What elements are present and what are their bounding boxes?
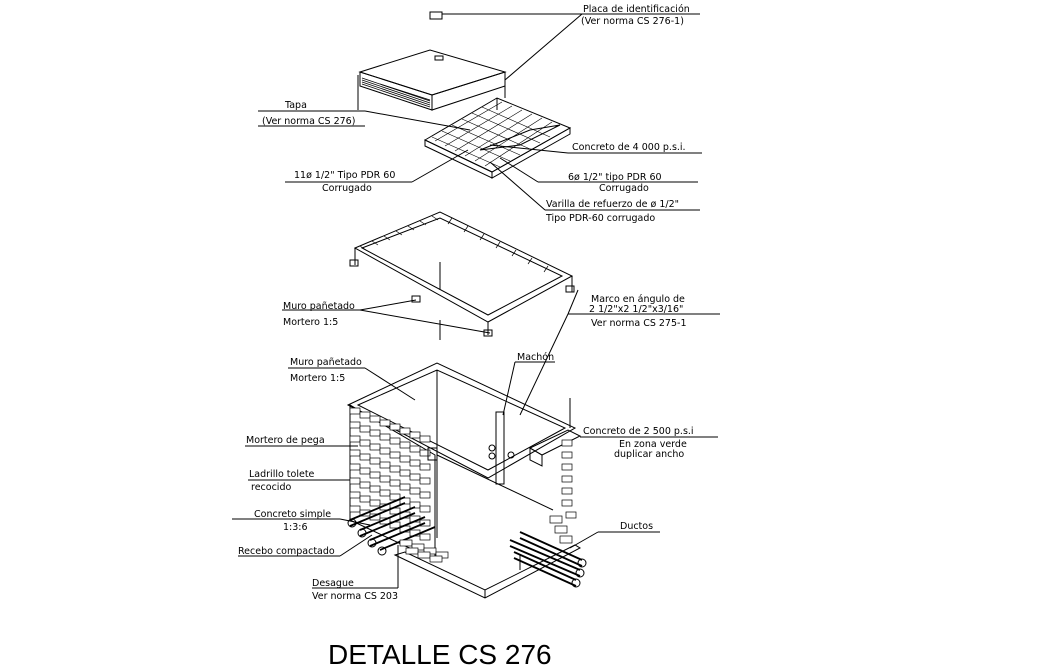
label-concreto-simple-mix: 1:3:6 — [283, 522, 308, 533]
label-muro-pañetado-1: Muro pañetado — [283, 301, 355, 312]
label-ladrillo: Ladrillo tolete — [249, 469, 315, 480]
drain-bricks — [400, 540, 448, 562]
manhole-box — [348, 363, 586, 598]
label-concreto-2500: Concreto de 2 500 p.s.i — [583, 426, 694, 437]
label-recebo: Recebo compactado — [238, 546, 335, 557]
lid-tapa — [358, 50, 505, 110]
label-mortero-1: Mortero 1:5 — [283, 317, 339, 328]
label-varilla-tipo: Tipo PDR-60 corrugado — [546, 213, 656, 224]
label-concreto-simple: Concreto simple — [254, 509, 332, 520]
label-tapa: Tapa — [285, 100, 307, 111]
label-varilla: Varilla de refuerzo de ø 1/2" — [546, 199, 680, 210]
label-desague-norm: Ver norma CS 203 — [312, 591, 399, 602]
drawing-title: DETALLE CS 276 — [328, 639, 552, 670]
angle-frame-marco — [350, 212, 574, 340]
label-marco: Marco en ángulo de — [591, 294, 685, 305]
label-ladrillo-tipo: recocido — [251, 482, 292, 493]
brick-wall-right — [550, 440, 576, 543]
label-tapa-norm: (Ver norma CS 276) — [262, 116, 356, 127]
label-marco-norm: Ver norma CS 275-1 — [591, 318, 687, 329]
label-desague: Desague — [312, 578, 354, 589]
label-placa-norm: (Ver norma CS 276-1) — [581, 16, 684, 27]
label-ductos: Ductos — [620, 521, 654, 532]
label-marco-dimension: 2 1/2"x2 1/2"x3/16" — [589, 304, 684, 315]
label-tubo-6: 6ø 1/2" tipo PDR 60 — [568, 172, 662, 183]
label-duplicar-ancho: duplicar ancho — [614, 449, 685, 460]
label-tubo-11-tipo: Corrugado — [322, 183, 372, 194]
label-tubo-6-tipo: Corrugado — [599, 183, 649, 194]
label-muro-pañetado-2: Muro pañetado — [290, 357, 362, 368]
label-concreto-4000: Concreto de 4 000 p.s.i. — [572, 142, 686, 153]
label-placa: Placa de identificación — [583, 4, 690, 15]
lid-reinforcement-tray — [425, 98, 570, 178]
label-tubo-11: 11ø 1/2" Tipo PDR 60 — [294, 170, 396, 181]
label-zona-verde: En zona verde — [619, 439, 687, 450]
label-machon: Machón — [517, 352, 555, 363]
label-mortero-pega: Mortero de pega — [246, 435, 325, 446]
label-mortero-2: Mortero 1:5 — [290, 373, 346, 384]
